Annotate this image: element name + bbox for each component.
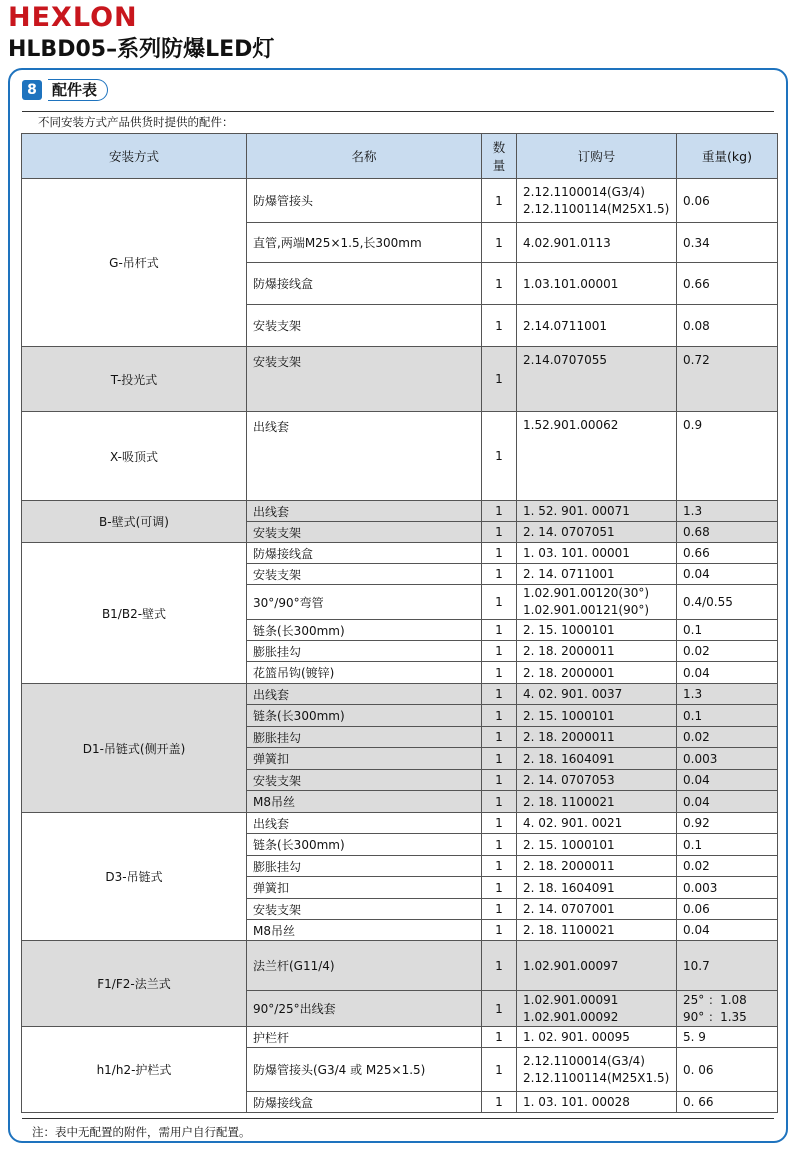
weight-line: 0.34 (683, 235, 710, 250)
order-number-cell (517, 641, 677, 662)
order-number-line: 1. 03. 101. 00028 (523, 1095, 630, 1109)
part-name-cell: 膨胀挂勾 (247, 856, 482, 877)
quantity-cell: 1 (482, 991, 517, 1027)
weight-line: 0.04 (683, 923, 710, 937)
weight-cell (677, 770, 778, 791)
quantity-cell: 1 (482, 522, 517, 543)
table-row (22, 501, 778, 522)
weight-cell (677, 899, 778, 920)
weight-line: 0.1 (683, 623, 703, 637)
weight-cell (677, 941, 778, 991)
quantity-cell: 1 (482, 543, 517, 564)
weight-line: 0.1 (683, 837, 703, 852)
quantity-cell: 1 (482, 179, 517, 223)
order-number-cell (517, 501, 677, 522)
order-number-cell (517, 412, 677, 501)
weight-cell (677, 1092, 778, 1113)
order-number-line: 2. 15. 1000101 (523, 708, 615, 723)
order-number-cell (517, 1027, 677, 1048)
quantity-cell: 1 (482, 1048, 517, 1092)
part-name-cell: 出线套 (247, 501, 482, 522)
weight-line: 1.3 (683, 504, 703, 518)
quantity-cell: 1 (482, 748, 517, 770)
quantity-cell: 1 (482, 620, 517, 641)
order-number-line: 4. 02. 901. 0037 (523, 687, 623, 701)
part-name-cell: 防爆接线盒 (247, 543, 482, 564)
part-name-cell: 90°/25°出线套 (247, 991, 482, 1027)
part-name-cell: 法兰杆(G11/4) (247, 941, 482, 991)
quantity-cell: 1 (482, 727, 517, 748)
weight-cell (677, 920, 778, 941)
weight-line: 0.9 (683, 418, 703, 432)
weight-line: 5. 9 (683, 1030, 706, 1044)
part-name-cell: 膨胀挂勾 (247, 641, 482, 662)
quantity-cell: 1 (482, 263, 517, 305)
part-name-cell: 30°/90°弯管 (247, 585, 482, 620)
order-number-line: 2. 18. 1604091 (523, 751, 615, 766)
weight-line: 0.02 (683, 859, 710, 873)
weight-cell (677, 791, 778, 813)
page-title: HLBD05–系列防爆LED灯 (8, 37, 275, 62)
part-name-cell: 链条(长300mm) (247, 620, 482, 641)
quantity-cell: 1 (482, 770, 517, 791)
weight-cell (677, 684, 778, 705)
table-row (22, 1027, 778, 1048)
quantity-cell: 1 (482, 856, 517, 877)
order-number-cell (517, 813, 677, 834)
weight-line: 0.06 (683, 902, 710, 916)
weight-line: 0. 06 (683, 1062, 714, 1077)
order-number-line: 1.02.901.00092 (523, 1009, 619, 1024)
order-number-cell (517, 748, 677, 770)
order-number-line: 2. 18. 2000011 (523, 859, 615, 873)
weight-cell (677, 1048, 778, 1092)
order-number-cell (517, 727, 677, 748)
order-number-line: 2.14.0707055 (523, 353, 607, 367)
weight-line: 0.02 (683, 644, 710, 658)
part-name-cell: 安装支架 (247, 564, 482, 585)
weight-cell (677, 179, 778, 223)
order-number-line: 2.12.1100014(G3/4) (523, 1053, 645, 1068)
order-number-cell (517, 1048, 677, 1092)
quantity-cell: 1 (482, 1027, 517, 1048)
order-number-line: 2. 15. 1000101 (523, 623, 615, 637)
part-name-cell: 链条(长300mm) (247, 705, 482, 727)
weight-cell (677, 748, 778, 770)
quantity-cell: 1 (482, 641, 517, 662)
weight-cell (677, 564, 778, 585)
order-number-cell (517, 941, 677, 991)
weight-cell (677, 585, 778, 620)
order-number-cell (517, 179, 677, 223)
section-label: 配件表 (48, 79, 108, 101)
weight-cell (677, 813, 778, 834)
quantity-cell: 1 (482, 834, 517, 856)
weight-line: 0.66 (683, 276, 710, 291)
part-name-cell: 花篮吊钩(镀锌) (247, 662, 482, 684)
brand-logo: HEXLON (8, 2, 138, 33)
header-method: 安装方式 (22, 134, 247, 179)
part-name-cell: 弹簧扣 (247, 748, 482, 770)
quantity-cell: 1 (482, 564, 517, 585)
table-caption: 不同安装方式产品供货时提供的配件： (38, 115, 234, 129)
order-number-line: 2. 18. 1100021 (523, 794, 615, 809)
order-number-cell (517, 856, 677, 877)
weight-cell (677, 1027, 778, 1048)
header-qty: 数量 (482, 134, 517, 179)
quantity-cell: 1 (482, 920, 517, 941)
weight-line: 0. 66 (683, 1095, 714, 1109)
table-row (22, 684, 778, 705)
part-name-cell: 护栏杆 (247, 1027, 482, 1048)
order-number-cell (517, 522, 677, 543)
section-number: 8 (22, 80, 42, 100)
mount-method-cell: h1/h2-护栏式 (22, 1027, 247, 1113)
quantity-cell: 1 (482, 662, 517, 684)
order-number-line: 2. 14. 0707001 (523, 902, 615, 916)
order-number-line: 2. 14. 0711001 (523, 567, 615, 581)
order-number-line: 2. 18. 1100021 (523, 923, 615, 937)
quantity-cell: 1 (482, 223, 517, 263)
mount-method-cell: G-吊杆式 (22, 179, 247, 347)
part-name-cell: 链条(长300mm) (247, 834, 482, 856)
weight-cell (677, 522, 778, 543)
order-number-cell (517, 585, 677, 620)
order-number-line: 2.12.1100114(M25X1.5) (523, 201, 670, 216)
order-number-line: 1.03.101.00001 (523, 276, 619, 291)
order-number-line: 1. 03. 101. 00001 (523, 546, 630, 560)
part-name-cell: 防爆接线盒 (247, 1092, 482, 1113)
part-name-cell: 安装支架 (247, 305, 482, 347)
weight-cell (677, 223, 778, 263)
weight-line: 0.04 (683, 567, 710, 581)
order-number-cell (517, 564, 677, 585)
quantity-cell: 1 (482, 585, 517, 620)
weight-cell (677, 727, 778, 748)
table-body (22, 179, 778, 1113)
table-header-row (22, 134, 778, 179)
weight-line: 0.003 (683, 880, 718, 895)
weight-line: 0.003 (683, 751, 718, 766)
order-number-line: 4. 02. 901. 0021 (523, 816, 623, 830)
mount-method-cell: D1-吊链式(侧开盖) (22, 684, 247, 813)
weight-cell (677, 856, 778, 877)
part-name-cell: 防爆管接头(G3/4 或 M25×1.5) (247, 1048, 482, 1092)
order-number-cell (517, 305, 677, 347)
order-number-cell (517, 347, 677, 412)
order-number-line: 2. 18. 1604091 (523, 880, 615, 895)
order-number-cell (517, 684, 677, 705)
mount-method-cell: B-壁式(可调) (22, 501, 247, 543)
table-note: 注：表中无配置的附件，需用户自行配置。 (32, 1125, 251, 1139)
order-number-cell (517, 920, 677, 941)
order-number-cell (517, 1092, 677, 1113)
order-number-cell (517, 620, 677, 641)
weight-line: 0.66 (683, 546, 710, 560)
header-order: 订购号 (517, 134, 677, 179)
part-name-cell: M8吊丝 (247, 791, 482, 813)
table-row (22, 179, 778, 223)
order-number-line: 2. 14. 0707053 (523, 773, 615, 787)
order-number-line: 1. 52. 901. 00071 (523, 504, 630, 518)
order-number-line: 2. 14. 0707051 (523, 525, 615, 539)
weight-line: 1.3 (683, 687, 703, 701)
weight-line: 10.7 (683, 958, 710, 973)
order-number-line: 2. 18. 2000001 (523, 665, 615, 680)
part-name-cell: 安装支架 (247, 347, 482, 412)
table-row (22, 412, 778, 501)
order-number-line: 1. 02. 901. 00095 (523, 1030, 630, 1044)
order-number-line: 1.02.901.00091 (523, 992, 619, 1007)
weight-cell (677, 991, 778, 1027)
part-name-cell: 防爆管接头 (247, 179, 482, 223)
quantity-cell: 1 (482, 684, 517, 705)
quantity-cell: 1 (482, 501, 517, 522)
order-number-cell (517, 662, 677, 684)
order-number-cell (517, 770, 677, 791)
table-bottom-divider (22, 1118, 774, 1119)
quantity-cell: 1 (482, 705, 517, 727)
table-row (22, 347, 778, 412)
accessories-table (21, 133, 778, 1113)
table-row (22, 543, 778, 564)
quantity-cell: 1 (482, 877, 517, 899)
order-number-line: 4.02.901.0113 (523, 235, 611, 250)
weight-cell (677, 543, 778, 564)
order-number-cell (517, 223, 677, 263)
order-number-line: 1.02.901.00121(90°) (523, 603, 650, 617)
part-name-cell: 出线套 (247, 412, 482, 501)
order-number-line: 1.52.901.00062 (523, 418, 619, 432)
quantity-cell: 1 (482, 813, 517, 834)
order-number-line: 2.12.1100014(G3/4) (523, 184, 645, 199)
weight-line: 25° ：1.08 (683, 992, 747, 1007)
mount-method-cell: B1/B2-壁式 (22, 543, 247, 684)
mount-method-cell: F1/F2-法兰式 (22, 941, 247, 1027)
part-name-cell: M8吊丝 (247, 920, 482, 941)
order-number-line: 2. 15. 1000101 (523, 837, 615, 852)
weight-line: 0.04 (683, 794, 710, 809)
weight-cell (677, 620, 778, 641)
order-number-line: 2. 18. 2000011 (523, 644, 615, 658)
part-name-cell: 防爆接线盒 (247, 263, 482, 305)
order-number-cell (517, 543, 677, 564)
part-name-cell: 出线套 (247, 684, 482, 705)
header-name: 名称 (247, 134, 482, 179)
part-name-cell: 出线套 (247, 813, 482, 834)
weight-line: 0.02 (683, 730, 710, 744)
weight-cell (677, 834, 778, 856)
section-divider (22, 111, 774, 112)
order-number-line: 2.12.1100114(M25X1.5) (523, 1070, 670, 1085)
weight-cell (677, 305, 778, 347)
mount-method-cell: T-投光式 (22, 347, 247, 412)
quantity-cell: 1 (482, 1092, 517, 1113)
table-row (22, 941, 778, 991)
weight-line: 0.4/0.55 (683, 595, 733, 609)
quantity-cell: 1 (482, 899, 517, 920)
part-name-cell: 安装支架 (247, 522, 482, 543)
quantity-cell: 1 (482, 347, 517, 412)
order-number-line: 1.02.901.00097 (523, 958, 619, 973)
part-name-cell: 弹簧扣 (247, 877, 482, 899)
header-weight: 重量(kg) (677, 134, 778, 179)
quantity-cell: 1 (482, 941, 517, 991)
quantity-cell: 1 (482, 305, 517, 347)
weight-line: 0.08 (683, 318, 710, 333)
mount-method-cell: D3-吊链式 (22, 813, 247, 941)
part-name-cell: 安装支架 (247, 770, 482, 791)
order-number-cell (517, 705, 677, 727)
weight-line: 0.1 (683, 708, 703, 723)
order-number-cell (517, 791, 677, 813)
weight-cell (677, 412, 778, 501)
weight-line: 0.92 (683, 816, 710, 830)
weight-cell (677, 705, 778, 727)
weight-cell (677, 263, 778, 305)
weight-line: 0.04 (683, 773, 710, 787)
weight-line: 0.68 (683, 525, 710, 539)
order-number-line: 2. 18. 2000011 (523, 730, 615, 744)
order-number-cell (517, 834, 677, 856)
order-number-cell (517, 263, 677, 305)
weight-cell (677, 347, 778, 412)
weight-cell (677, 662, 778, 684)
quantity-cell: 1 (482, 412, 517, 501)
weight-cell (677, 501, 778, 522)
part-name-cell: 安装支架 (247, 899, 482, 920)
weight-cell (677, 641, 778, 662)
part-name-cell: 直管,两端M25×1.5,长300mm (247, 223, 482, 263)
order-number-line: 2.14.0711001 (523, 318, 607, 333)
part-name-cell: 膨胀挂勾 (247, 727, 482, 748)
order-number-cell (517, 899, 677, 920)
order-number-line: 1.02.901.00120(30°) (523, 586, 650, 600)
quantity-cell: 1 (482, 791, 517, 813)
order-number-cell (517, 877, 677, 899)
order-number-cell (517, 991, 677, 1027)
weight-line: 0.72 (683, 353, 710, 367)
weight-cell (677, 877, 778, 899)
mount-method-cell: X-吸顶式 (22, 412, 247, 501)
weight-line: 0.06 (683, 193, 710, 208)
weight-line: 90° ：1.35 (683, 1009, 747, 1024)
table-row (22, 813, 778, 834)
weight-line: 0.04 (683, 665, 710, 680)
